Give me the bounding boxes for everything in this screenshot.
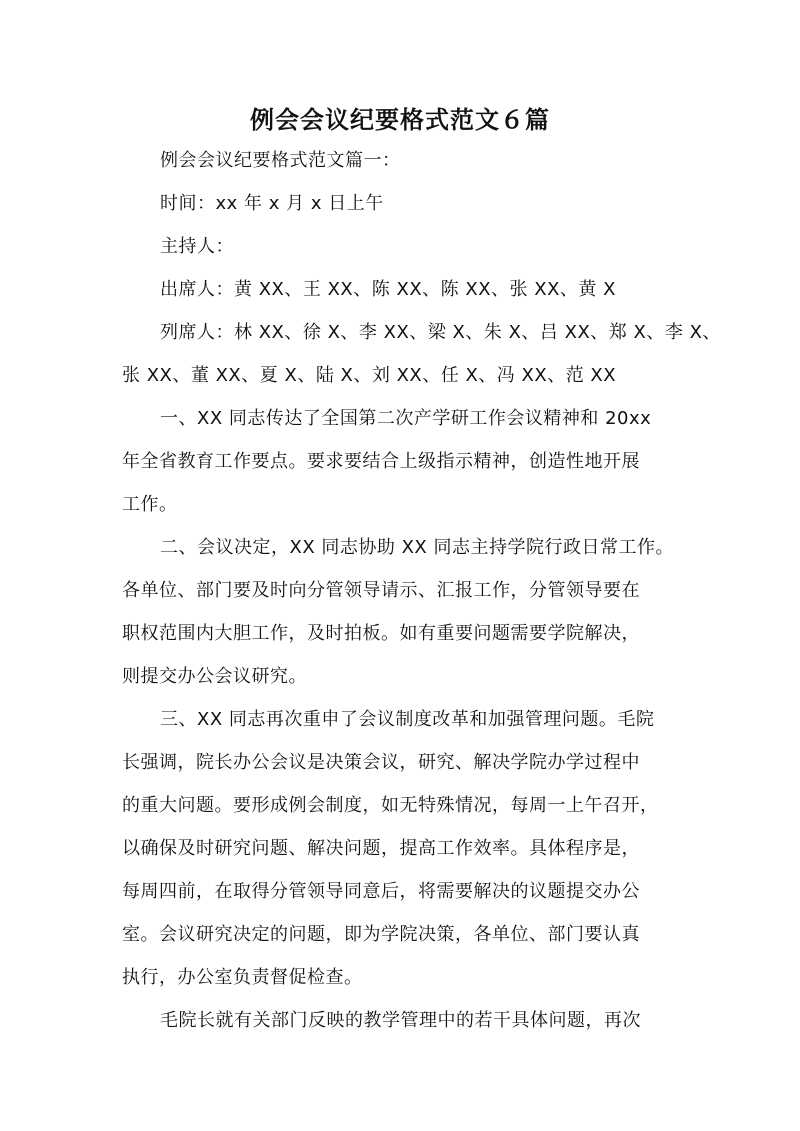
document-title: 例会会议纪要格式范文６篇 xyxy=(250,106,550,134)
meeting-observers-continued: 张 XX、董 XX、夏 X、陆 X、刘 XX、任 X、冯 XX、范 XX xyxy=(122,365,617,386)
meeting-time: 时间：xx 年 x 月 x 日上午 xyxy=(160,193,384,214)
paragraph-line: 职权范围内大胆工作，及时拍板。如有重要问题需要学院解决， xyxy=(122,623,640,644)
paragraph-line: 毛院长就有关部门反映的教学管理中的若干具体问题，再次 xyxy=(160,1010,641,1031)
paragraph-line: 长强调，院长办公会议是决策会议，研究、解决学院办学过程中 xyxy=(122,752,640,773)
paragraph-line: 以确保及时研究问题、解决问题，提高工作效率。具体程序是， xyxy=(122,838,640,859)
paragraph-line: 各单位、部门要及时向分管领导请示、汇报工作，分管领导要在 xyxy=(122,580,640,601)
paragraph-line: 执行，办公室负责督促检查。 xyxy=(122,967,363,988)
meeting-observers: 列席人：林 XX、徐 X、李 XX、梁 X、朱 X、吕 XX、郑 X、李 X、 xyxy=(160,322,721,343)
section-heading: 例会会议纪要格式范文篇一： xyxy=(160,150,401,171)
paragraph-line: 三、XX 同志再次重申了会议制度改革和加强管理问题。毛院 xyxy=(160,709,655,730)
meeting-attendees: 出席人：黄 XX、王 XX、陈 XX、陈 XX、张 XX、黄 X xyxy=(160,279,616,300)
paragraph-line: 室。会议研究决定的问题，即为学院决策，各单位、部门要认真 xyxy=(122,924,640,945)
paragraph-line: 则提交办公会议研究。 xyxy=(122,666,307,687)
paragraph-line: 的重大问题。要形成例会制度，如无特殊情况，每周一上午召开， xyxy=(122,795,659,816)
paragraph-line: 年全省教育工作要点。要求要结合上级指示精神，创造性地开展 xyxy=(122,451,640,472)
meeting-host: 主持人： xyxy=(160,236,234,257)
paragraph-line: 工作。 xyxy=(122,494,178,515)
paragraph-line: 每周四前，在取得分管领导同意后，将需要解决的议题提交办公 xyxy=(122,881,640,902)
paragraph-line: 二、会议决定，XX 同志协助 XX 同志主持学院行政日常工作。 xyxy=(160,537,674,558)
paragraph-line: 一、XX 同志传达了全国第二次产学研工作会议精神和 20xx xyxy=(160,408,652,429)
